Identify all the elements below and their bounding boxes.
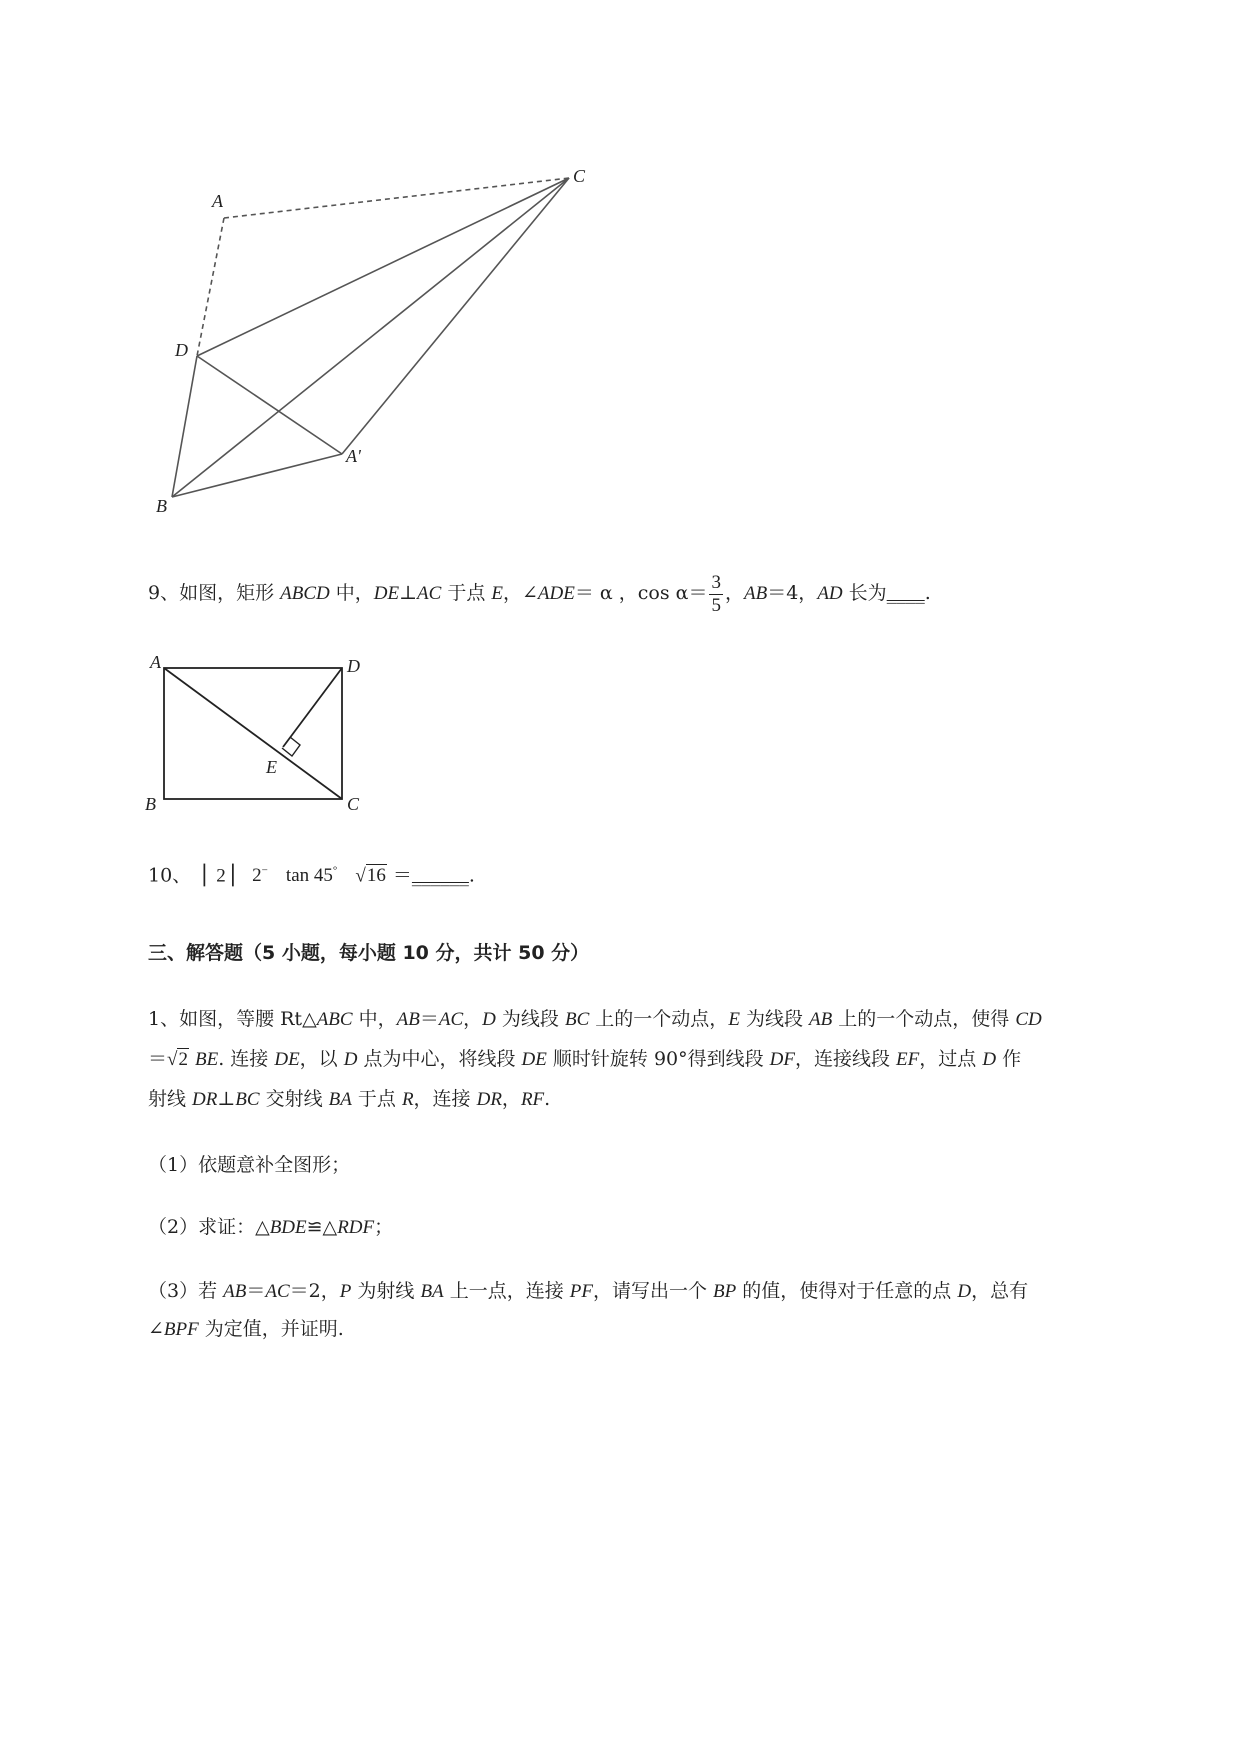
label-C: C (347, 794, 360, 814)
segment-A'C (342, 178, 569, 454)
problem-1-sub-3-line-1: （3）若 AB＝AC＝2，P 为射线 BA 上一点，连接 PF，请写出一个 BP 的值，使得对于任意的点 D，总有 (148, 1280, 1029, 1302)
segment-AD-dashed (197, 218, 224, 356)
q10-answer-blank[interactable]: ______ (411, 864, 469, 887)
segment-BC (172, 178, 569, 497)
fraction-3-5: $\frac{3}{5}$ (711, 571, 721, 616)
diagonal-AC (164, 668, 342, 799)
problem-1-sub-3-line-2: ∠BPF 为定值，并证明. (148, 1318, 344, 1340)
q9-number: 9、 (148, 582, 180, 604)
segment-AC-dashed (224, 178, 569, 218)
label-A: A (150, 652, 161, 672)
label-B: B (145, 794, 156, 814)
label-B: B (156, 496, 167, 516)
segment-DC (197, 178, 569, 356)
question-9: 9、如图，矩形 ABCD 中，DE⊥AC 于点 E，∠ADE＝ α ，cos α＝ $\frac{3}{5}$ ，AB＝4，AD 长为____. (148, 571, 931, 616)
question-10: 10、 ⎪ 2⎪ 2− tan 45° √16 ＝______. (148, 864, 475, 887)
label-A-prime: A' (346, 446, 361, 466)
figure-fold-diagram (150, 150, 586, 516)
label-D: D (347, 656, 360, 676)
problem-1-line-1: 1、如图，等腰 Rt△ABC 中，AB＝AC，D 为线段 BC 上的一个动点，E 为线段 AB 上的一个动点，使得 CD (148, 1008, 1042, 1030)
segment-DE (283, 668, 342, 747)
problem-1-line-3: 射线 DR⊥BC 交射线 BA 于点 R，连接 DR，RF. (148, 1088, 551, 1110)
sqrt-16: √16 (355, 865, 386, 887)
problem-1-sub-1: （1）依题意补全图形； (148, 1154, 351, 1176)
segment-DA' (197, 356, 342, 454)
label-E: E (266, 757, 277, 777)
section-3-heading: 三、解答题（5 小题，每小题 10 分，共计 50 分） (148, 942, 590, 964)
q9-answer-blank[interactable]: ____ (886, 582, 925, 604)
right-angle-mark (282, 737, 300, 756)
problem-1-sub-2: （2）求证：△BDE≌△RDF； (148, 1216, 394, 1238)
sqrt-2: √2 (167, 1049, 188, 1070)
q10-number: 10、 (148, 864, 192, 887)
label-C: C (573, 166, 586, 186)
label-A: A (212, 191, 223, 211)
label-D: D (175, 340, 188, 360)
segment-BD (172, 356, 197, 497)
problem-1-line-2: ＝√2 BE. 连接 DE，以 D 点为中心，将线段 DE 顺时针旋转 90°得到线段 DF，连接线段 EF，过点 D 作 (148, 1048, 1022, 1070)
figure-rectangle-ABCD (140, 650, 380, 814)
